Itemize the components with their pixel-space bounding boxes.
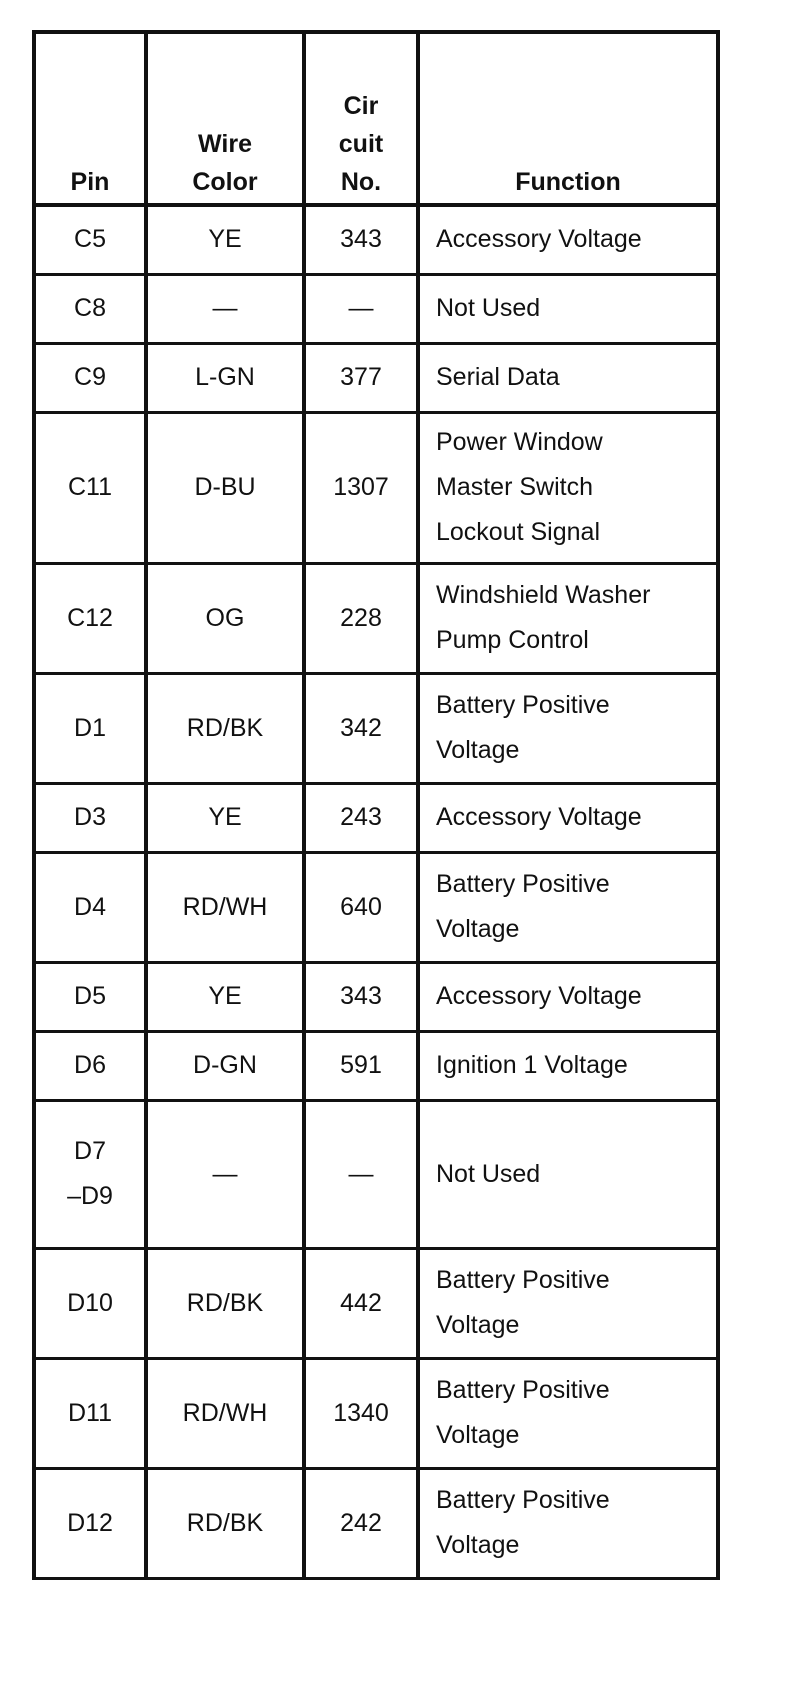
function-cell <box>418 563 718 673</box>
pin-value <box>74 885 106 930</box>
table-header-row <box>34 32 718 205</box>
pin-value <box>74 355 106 400</box>
pin-text-line: D5 <box>74 982 106 1010</box>
pin-text-line: C9 <box>74 363 106 391</box>
table-row <box>34 343 718 412</box>
wire-color-cell: — <box>146 1100 304 1248</box>
header-label-line: Color <box>192 168 258 196</box>
function-cell <box>418 1100 718 1248</box>
function-text-line: Accessory Voltage <box>436 803 642 831</box>
function-text-line: Battery Positive <box>436 870 610 898</box>
circuit-number-cell: 591 <box>304 1031 418 1100</box>
connector-pinout-table <box>32 30 720 1580</box>
pin-value <box>67 1281 113 1326</box>
pin-cell <box>34 343 146 412</box>
wire-color-cell: RD/BK <box>146 1468 304 1578</box>
pin-text-line: D12 <box>67 1508 113 1537</box>
function-cell <box>418 673 718 783</box>
function-text-line: Not Used <box>436 294 541 322</box>
function-text-line: Voltage <box>436 1531 520 1559</box>
function-text-line: Lockout Signal <box>436 518 601 546</box>
pin-value <box>67 1501 113 1546</box>
pin-value <box>74 1043 106 1088</box>
pin-value <box>74 974 106 1019</box>
table-body <box>34 205 718 1578</box>
pin-cell <box>34 783 146 852</box>
table-row <box>34 1248 718 1358</box>
wire-color-cell: RD/BK <box>146 673 304 783</box>
header-pin <box>34 32 146 205</box>
pin-value <box>74 795 106 840</box>
function-text-line: Serial Data <box>436 363 560 391</box>
pin-value <box>67 596 113 641</box>
pin-text-line: C11 <box>67 473 112 501</box>
table-row <box>34 783 718 852</box>
function-text-line: Pump Control <box>436 626 589 654</box>
pin-cell <box>34 673 146 783</box>
table-row <box>34 1031 718 1100</box>
pin-cell <box>34 412 146 563</box>
function-text-line: Battery Positive <box>436 1376 610 1404</box>
function-cell <box>418 205 718 274</box>
function-text-line: Not Used <box>436 1159 541 1188</box>
function-cell <box>418 1248 718 1358</box>
function-text-line: Battery Positive <box>436 1486 610 1514</box>
pin-cell <box>34 563 146 673</box>
function-text-line: Accessory Voltage <box>436 225 642 254</box>
function-text-line: Accessory Voltage <box>436 982 642 1010</box>
pin-value <box>68 1391 112 1436</box>
function-text-line: Power Window <box>436 428 603 456</box>
function-text-line: Ignition 1 Voltage <box>436 1051 628 1079</box>
table-row <box>34 205 718 274</box>
pin-text-line: D1 <box>74 713 106 742</box>
circuit-number-cell: 228 <box>304 563 418 673</box>
function-text-line: Voltage <box>436 915 520 943</box>
pin-cell <box>34 1100 146 1248</box>
circuit-number-cell: 377 <box>304 343 418 412</box>
pin-value <box>74 286 106 331</box>
pin-value <box>67 1129 113 1219</box>
pin-text-line: D11 <box>67 1398 112 1427</box>
wire-color-cell: — <box>146 274 304 343</box>
wire-color-cell: YE <box>146 962 304 1031</box>
header-wire-color <box>146 32 304 205</box>
pin-value <box>68 465 112 510</box>
table-row <box>34 1468 718 1578</box>
table-row <box>34 1358 718 1468</box>
circuit-number-cell: 243 <box>304 783 418 852</box>
header-label-line: No. <box>340 168 382 196</box>
header-label-line: Wire <box>198 130 252 158</box>
wire-color-cell: YE <box>146 783 304 852</box>
circuit-number-cell: 343 <box>304 962 418 1031</box>
table-row <box>34 1100 718 1248</box>
pin-text-line: –D9 <box>67 1182 113 1210</box>
pin-text-line: C8 <box>74 294 106 322</box>
function-cell <box>418 1468 718 1578</box>
function-text-line: Voltage <box>436 1311 520 1339</box>
pin-text-line: D10 <box>67 1288 113 1317</box>
pin-cell <box>34 205 146 274</box>
function-cell <box>418 852 718 962</box>
circuit-number-cell: 343 <box>304 205 418 274</box>
pin-text-line: C12 <box>67 603 113 632</box>
header-label-line: Function <box>515 168 621 196</box>
function-text-line: Battery Positive <box>436 1266 610 1294</box>
pin-text-line: C5 <box>74 225 106 254</box>
circuit-number-cell: — <box>304 274 418 343</box>
table-row <box>34 852 718 962</box>
wire-color-cell: D-BU <box>146 412 304 563</box>
pin-cell <box>34 1468 146 1578</box>
wire-color-cell: D-GN <box>146 1031 304 1100</box>
table-row <box>34 563 718 673</box>
header-circuit-no <box>304 32 418 205</box>
header-label-line: Pin <box>70 168 110 196</box>
pin-text-line: D6 <box>74 1051 106 1079</box>
circuit-number-cell: 442 <box>304 1248 418 1358</box>
function-cell <box>418 962 718 1031</box>
pin-value <box>74 706 106 751</box>
function-cell <box>418 343 718 412</box>
pin-value <box>74 217 106 262</box>
function-cell <box>418 783 718 852</box>
pin-cell <box>34 1248 146 1358</box>
table-row <box>34 962 718 1031</box>
circuit-number-cell: 342 <box>304 673 418 783</box>
pin-cell <box>34 962 146 1031</box>
wire-color-cell: RD/WH <box>146 852 304 962</box>
wire-color-cell: YE <box>146 205 304 274</box>
function-text-line: Voltage <box>436 736 520 764</box>
table-row <box>34 673 718 783</box>
function-text-line: Master Switch <box>436 473 593 501</box>
circuit-number-cell: 1307 <box>304 412 418 563</box>
wire-color-cell: RD/WH <box>146 1358 304 1468</box>
function-text-line: Battery Positive <box>436 691 610 719</box>
header-label-line: Cir <box>343 92 379 120</box>
function-text-line: Windshield Washer <box>436 581 651 609</box>
pin-cell <box>34 1358 146 1468</box>
pin-text-line: D7 <box>74 1137 106 1165</box>
wire-color-cell: OG <box>146 563 304 673</box>
function-cell <box>418 274 718 343</box>
circuit-number-cell: — <box>304 1100 418 1248</box>
pin-text-line: D3 <box>74 803 106 831</box>
function-cell <box>418 1031 718 1100</box>
table-row <box>34 274 718 343</box>
wire-color-cell: RD/BK <box>146 1248 304 1358</box>
circuit-number-cell: 1340 <box>304 1358 418 1468</box>
pin-text-line: D4 <box>74 892 106 921</box>
function-cell <box>418 1358 718 1468</box>
table-row <box>34 412 718 563</box>
circuit-number-cell: 640 <box>304 852 418 962</box>
pin-cell <box>34 852 146 962</box>
pin-cell <box>34 274 146 343</box>
pin-cell <box>34 1031 146 1100</box>
circuit-number-cell: 242 <box>304 1468 418 1578</box>
wire-color-cell: L-GN <box>146 343 304 412</box>
header-function <box>418 32 718 205</box>
function-cell <box>418 412 718 563</box>
function-text-line: Voltage <box>436 1421 520 1449</box>
header-label-line: cuit <box>338 130 384 158</box>
